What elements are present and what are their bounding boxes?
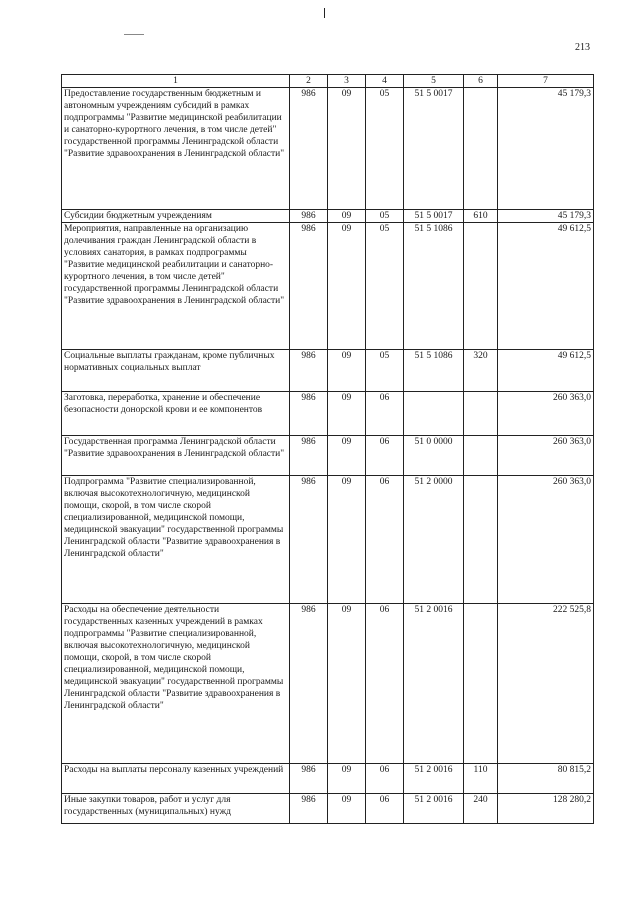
cell-amount: 80 815,2 <box>498 764 594 794</box>
cell-expense-type: 320 <box>464 350 498 392</box>
table-row <box>62 764 594 794</box>
cell-subsection: 05 <box>366 210 404 223</box>
cell-section: 09 <box>328 88 366 210</box>
row-name: Расходы на выплаты персоналу казенных учреждений <box>62 764 290 794</box>
cell-amount: 128 280,2 <box>498 794 594 824</box>
cell-subsection: 05 <box>366 223 404 350</box>
column-header: 3 <box>328 75 366 88</box>
table-row <box>62 604 594 764</box>
row-name: Расходы на обеспечение деятельности государственных казенных учреждений в рамках подпрограммы "Развитие специализированной, включая высокотехнологичную, медицинской помощи, скорой, в том числе скорой специализированной, медицинской помощи, медицинской эвакуации" государственной программы Ленинградской области "Развитие здравоохранения в Ленинградской области" <box>62 604 290 764</box>
cell-amount: 222 525,8 <box>498 604 594 764</box>
cell-admin-code: 986 <box>290 223 328 350</box>
cell-expense-type: 610 <box>464 210 498 223</box>
cell-expense-type <box>464 436 498 476</box>
cell-admin-code: 986 <box>290 476 328 604</box>
cell-amount: 49 612,5 <box>498 223 594 350</box>
cell-target-article: 51 2 0016 <box>404 794 464 824</box>
row-name: Иные закупки товаров, работ и услуг для государственных (муниципальных) нужд <box>62 794 290 824</box>
row-name: Социальные выплаты гражданам, кроме публичных нормативных социальных выплат <box>62 350 290 392</box>
cell-section: 09 <box>328 764 366 794</box>
cell-target-article <box>404 392 464 436</box>
row-name: Подпрограмма "Развитие специализированной, включая высокотехнологичную, медицинской помощи, скорой, в том числе скорой специализированной, медицинской помощи, медицинской эвакуации" государственной программы Ленинградской области "Развитие здравоохранения в Ленинградской области" <box>62 476 290 604</box>
cell-amount: 45 179,3 <box>498 88 594 210</box>
table-row <box>62 350 594 392</box>
cell-section: 09 <box>328 794 366 824</box>
row-name: Заготовка, переработка, хранение и обеспечение безопасности донорской крови и ее компонентов <box>62 392 290 436</box>
cell-subsection: 06 <box>366 436 404 476</box>
cell-admin-code: 986 <box>290 436 328 476</box>
cell-expense-type <box>464 392 498 436</box>
cell-admin-code: 986 <box>290 210 328 223</box>
cell-amount: 49 612,5 <box>498 350 594 392</box>
table-row <box>62 436 594 476</box>
cell-target-article: 51 5 0017 <box>404 210 464 223</box>
cell-amount: 260 363,0 <box>498 436 594 476</box>
cell-subsection: 05 <box>366 350 404 392</box>
table-row <box>62 88 594 210</box>
cell-subsection: 06 <box>366 764 404 794</box>
table-row <box>62 476 594 604</box>
scan-mark <box>324 8 325 18</box>
table-row <box>62 392 594 436</box>
cell-admin-code: 986 <box>290 604 328 764</box>
cell-expense-type <box>464 88 498 210</box>
cell-section: 09 <box>328 392 366 436</box>
cell-section: 09 <box>328 223 366 350</box>
cell-target-article: 51 2 0016 <box>404 764 464 794</box>
cell-expense-type: 110 <box>464 764 498 794</box>
cell-target-article: 51 5 1086 <box>404 350 464 392</box>
cell-target-article: 51 5 0017 <box>404 88 464 210</box>
cell-amount: 45 179,3 <box>498 210 594 223</box>
column-header: 4 <box>366 75 404 88</box>
cell-subsection: 06 <box>366 794 404 824</box>
cell-amount: 260 363,0 <box>498 392 594 436</box>
row-name: Мероприятия, направленные на организацию долечивания граждан Ленинградской области в условиях санатория, в рамках подпрограммы "Развитие медицинской реабилитации и санаторно-курортного лечения, в том числе детей" государственной программы Ленинградской области "Развитие здравоохранения в Ленинградской области" <box>62 223 290 350</box>
cell-admin-code: 986 <box>290 794 328 824</box>
header-row <box>62 75 594 88</box>
cell-expense-type <box>464 604 498 764</box>
row-name: Предоставление государственным бюджетным и автономным учреждениям субсидий в рамках подпрограммы "Развитие медицинской реабилитации и санаторно-курортного лечения, в том числе детей" государственной программы Ленинградской области "Развитие здравоохранения в Ленинградской области" <box>62 88 290 210</box>
cell-section: 09 <box>328 350 366 392</box>
row-name: Субсидии бюджетным учреждениям <box>62 210 290 223</box>
column-header: 5 <box>404 75 464 88</box>
cell-section: 09 <box>328 436 366 476</box>
scan-mark-faint <box>124 34 144 35</box>
cell-subsection: 06 <box>366 604 404 764</box>
budget-table <box>61 74 594 824</box>
column-header: 6 <box>464 75 498 88</box>
cell-target-article: 51 5 1086 <box>404 223 464 350</box>
cell-admin-code: 986 <box>290 764 328 794</box>
table-row <box>62 223 594 350</box>
cell-admin-code: 986 <box>290 350 328 392</box>
cell-target-article: 51 2 0016 <box>404 604 464 764</box>
table-row <box>62 794 594 824</box>
cell-expense-type <box>464 476 498 604</box>
cell-section: 09 <box>328 210 366 223</box>
cell-target-article: 51 2 0000 <box>404 476 464 604</box>
cell-target-article: 51 0 0000 <box>404 436 464 476</box>
cell-expense-type: 240 <box>464 794 498 824</box>
page-number: 213 <box>575 42 590 53</box>
table-row <box>62 210 594 223</box>
cell-subsection: 06 <box>366 476 404 604</box>
cell-admin-code: 986 <box>290 392 328 436</box>
column-header: 2 <box>290 75 328 88</box>
column-header: 7 <box>498 75 594 88</box>
row-name: Государственная программа Ленинградской области "Развитие здравоохранения в Ленинградской области" <box>62 436 290 476</box>
cell-section: 09 <box>328 476 366 604</box>
cell-admin-code: 986 <box>290 88 328 210</box>
column-header: 1 <box>62 75 290 88</box>
cell-subsection: 05 <box>366 88 404 210</box>
cell-subsection: 06 <box>366 392 404 436</box>
cell-amount: 260 363,0 <box>498 476 594 604</box>
cell-section: 09 <box>328 604 366 764</box>
cell-expense-type <box>464 223 498 350</box>
